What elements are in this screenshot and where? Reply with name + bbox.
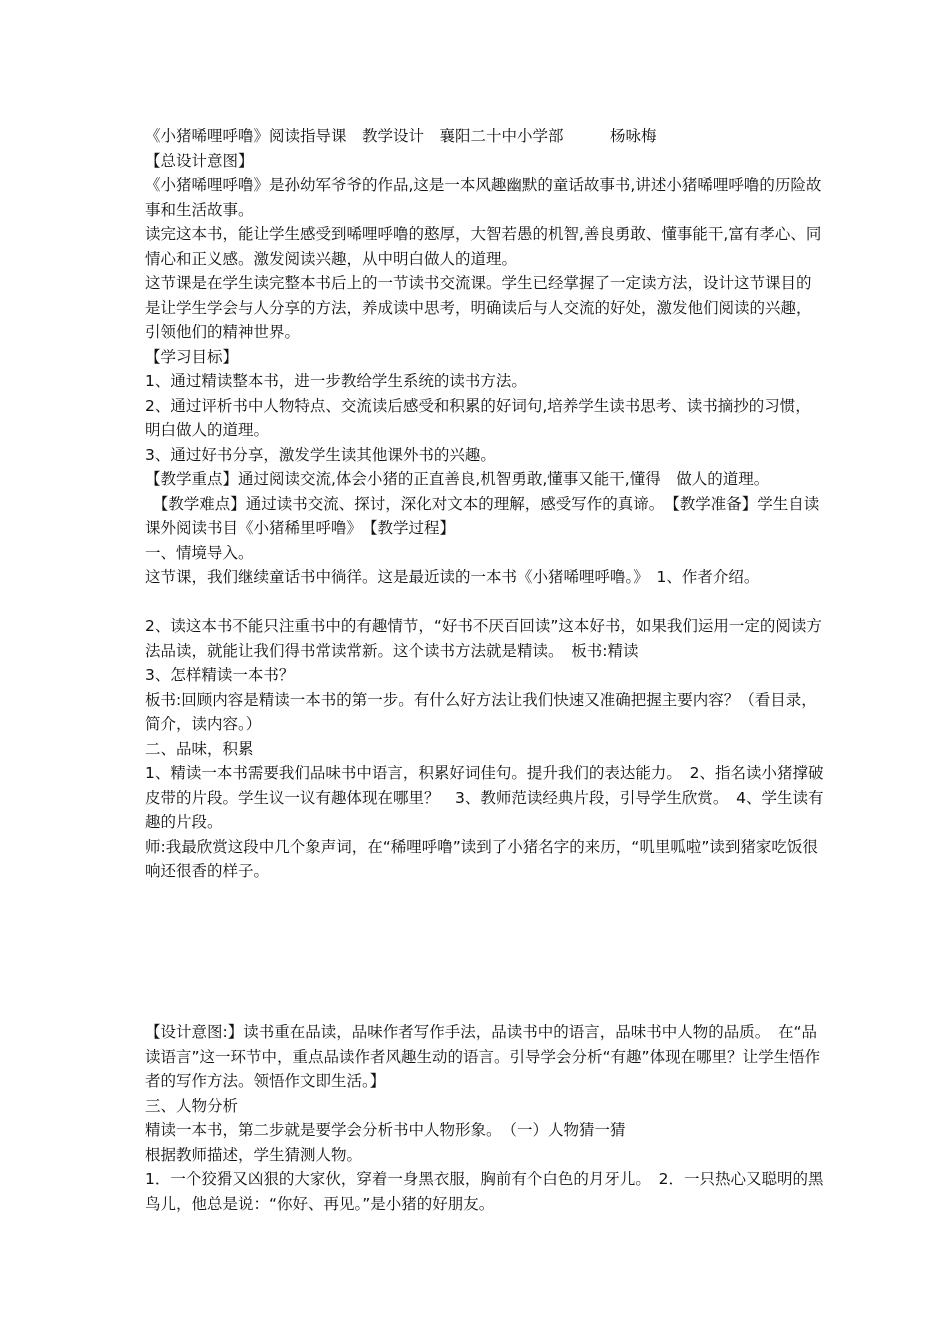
paragraph: 读完这本书，能让学生感受到唏哩呼噜的憨厚，大智若愚的机智,善良勇敢、懂事能干,富有孝心、同情心和正义感。激发阅读兴趣，从中明白做人的道理。 xyxy=(145,225,822,268)
paragraph-teaching-focus: 【教学重点】通过阅读交流,体会小猪的正直善良,机智勇敢,懂事又能干,懂得 做人的道理。 xyxy=(145,470,770,488)
paragraph: 这节课是在学生读完整本书后上的一节读书交流课。学生已经掌握了一定读方法，设计这节课目的是让学生学会与人分享的方法，养成读中思考，明确读后与人交流的好处，激发他们阅读的兴趣，引领他们的精神世界。 xyxy=(145,274,812,341)
list-item: 2、通过评析书中人物特点、交流读后感受和积累的好词句,培养学生读书思考、读书摘抄的习惯，明白做人的道理。 xyxy=(145,396,811,439)
paragraph: 1、精读一本书需要我们品味书中语言，积累好词佳句。提升我们的表达能力。 2、指名读小猪撑破皮带的片段。学生议一议有趣体现在哪里？ 3、教师范读经典片段，引导学生欣赏。 4、学生读有趣的片段。 xyxy=(145,764,824,831)
paragraph-design-intent: 【设计意图:】读书重在品读，品味作者写作手法，品读书中的语言，品味书中人物的品质。 在“品读语言”这一环节中，重点品读作者风趣生动的语言。引导学会分析“有趣”体现在哪里？让学生悟作者的写作方法。领悟作文即生活。】 xyxy=(145,1023,821,1090)
section-heading-design-intent: 【总设计意图】 xyxy=(145,151,254,170)
paragraph: 2、读这本书不能只注重书中的有趣情节，“好书不厌百回读”这本好书，如果我们运用一定的阅读方法品读，就能让我们得书常读常新。这个读书方法就是精读。 板书:精读 xyxy=(145,617,822,660)
paragraph: 1．一个狡猾又凶狠的大家伙，穿着一身黑衣服，胸前有个白色的月牙儿。 2．一只热心又聪明的黑鸟儿，他总是说：“你好、再见。”是小猪的好朋友。 xyxy=(145,1170,824,1213)
document-body-part-1 xyxy=(145,124,825,884)
paragraph: 精读一本书，第二步就是要学会分析书中人物形象。 （一）人物猜一猜 xyxy=(145,1121,626,1139)
paragraph-teaching-difficulty: 【教学难点】通过读书交流、探讨，深化对文本的理解，感受写作的真谛。 【教学准备】学生自读课外阅读书目《小猪稀里呼噜》 【教学过程】 xyxy=(145,494,820,537)
section-heading-learning-goals: 【学习目标】 xyxy=(145,347,239,366)
list-item: 1、通过精读整本书，进一步教给学生系统的读书方法。 xyxy=(145,372,527,390)
section-heading-taste-accumulate: 二、品味，积累 xyxy=(145,739,254,758)
blank-line xyxy=(145,590,825,615)
document-body-part-2 xyxy=(145,1020,825,1216)
paragraph: 板书:回顾内容是精读一本书的第一步。有什么好方法让我们快速又准确把握主要内容？（看目录，简介，读内容。） xyxy=(145,690,817,733)
paragraph: 3、怎样精读一本书？ xyxy=(145,666,295,684)
paragraph: 这节课，我们继续童话书中徜徉。这是最近读的一本书《小猪唏哩呼噜。》 1、作者介绍。 xyxy=(145,568,760,586)
section-heading-intro: 一、情境导入。 xyxy=(145,543,254,562)
list-item: 3、通过好书分享，激发学生读其他课外书的兴趣。 xyxy=(145,445,496,464)
paragraph: 根据教师描述，学生猜测人物。 xyxy=(145,1145,363,1164)
paragraph: 《小猪唏哩呼噜》是孙幼军爷爷的作品,这是一本风趣幽默的童话故事书,讲述小猪唏哩呼噜的历险故事和生活故事。 xyxy=(145,176,822,219)
document-title-line: 《小猪唏哩呼噜》阅读指导课 教学设计 襄阳二十中小学部 杨咏梅 xyxy=(145,127,657,145)
paragraph: 师:我最欣赏这段中几个象声词，在“稀哩呼噜”读到了小猪名字的来历，“叽里呱啦”读到猪家吃饭很响还很香的样子。 xyxy=(145,837,818,880)
section-heading-character-analysis: 三、人物分析 xyxy=(145,1096,239,1115)
